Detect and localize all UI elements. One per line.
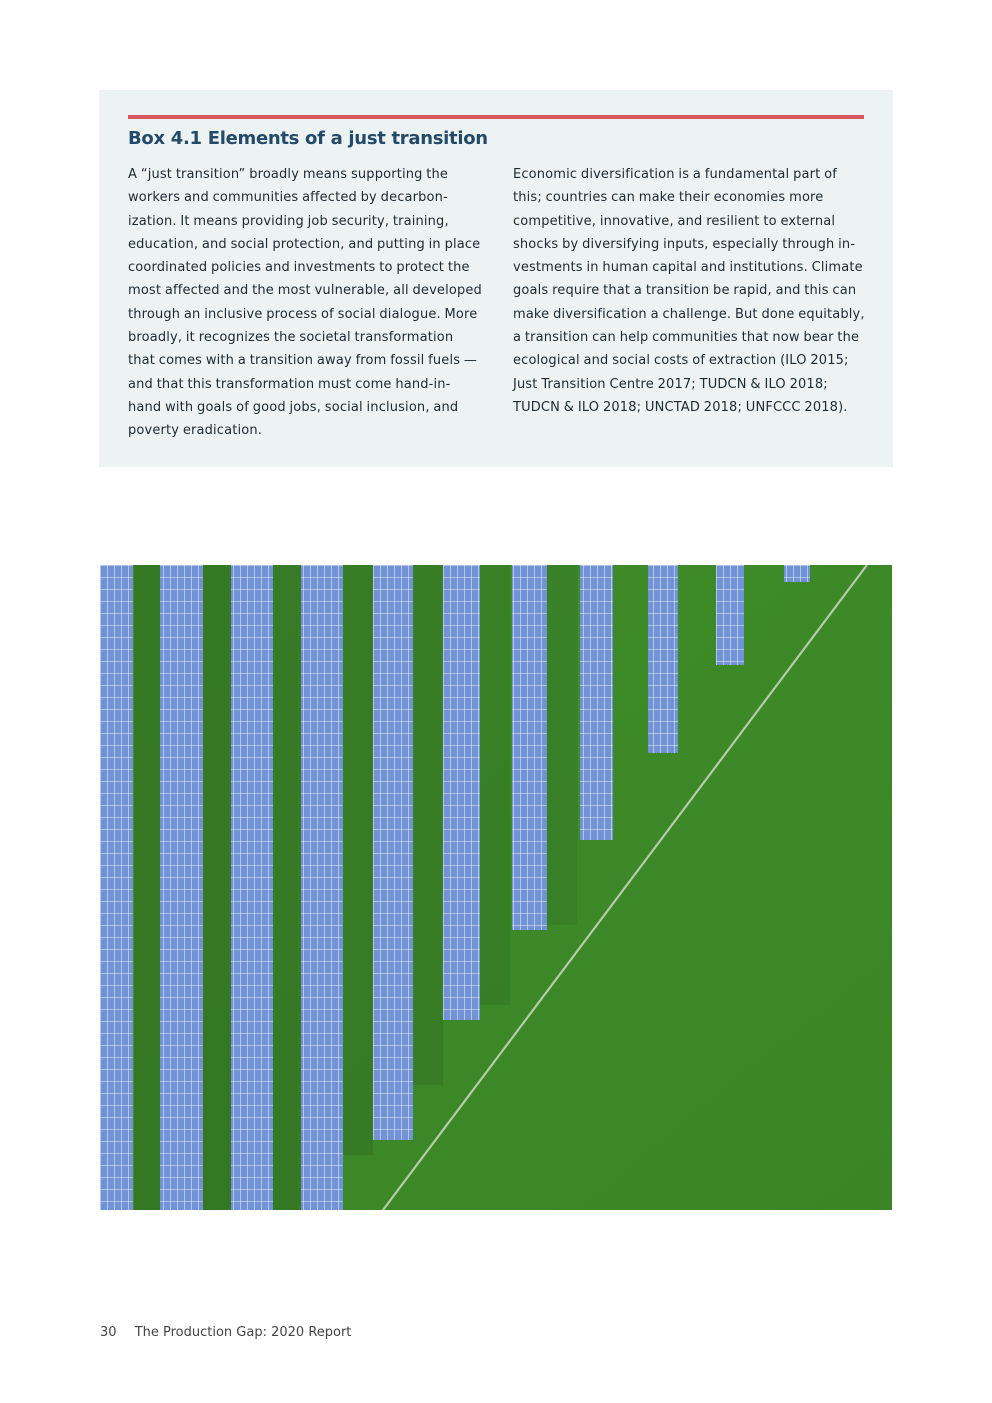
text-line: poverty eradication. bbox=[128, 423, 262, 439]
solar-panel-row bbox=[373, 565, 413, 1140]
text-line: vestments in human capital and institutions. Climate bbox=[513, 260, 863, 276]
text-line: a transition can help communities that now bear the bbox=[513, 330, 860, 346]
box-4-1 bbox=[99, 90, 893, 467]
solar-panel-row bbox=[443, 565, 480, 1020]
text-line: shocks by diversifying inputs, especially through in- bbox=[513, 236, 856, 252]
solar-farm-photo bbox=[100, 565, 892, 1210]
text-line: that comes with a transition away from fossil fuels — bbox=[128, 353, 478, 369]
solar-panel-row bbox=[231, 565, 273, 1210]
text-line: Economic diversification is a fundamental part of bbox=[513, 167, 837, 182]
text-line: hand with goals of good jobs, social inclusion, and bbox=[128, 399, 459, 415]
text-line: through an inclusive process of social dialogue. More bbox=[128, 306, 478, 322]
text-line: TUDCN & ILO 2018; UNCTAD 2018; UNFCCC 2018). bbox=[513, 399, 848, 415]
solar-panel-row bbox=[784, 565, 810, 582]
text-line: ization. It means providing job security, training, bbox=[128, 213, 449, 229]
text-line: goals require that a transition be rapid, and this can bbox=[513, 283, 857, 299]
solar-panel-row bbox=[512, 565, 547, 930]
text-line: competitive, innovative, and resilient to external bbox=[513, 213, 836, 229]
box-left-column bbox=[128, 163, 480, 443]
box-right-column bbox=[513, 163, 865, 419]
solar-panel-row bbox=[160, 565, 203, 1210]
text-line: most affected and the most vulnerable, all developed bbox=[128, 283, 482, 299]
solar-panel-row bbox=[100, 565, 133, 1210]
text-line: workers and communities affected by decarbon- bbox=[128, 190, 448, 206]
box-accent-rule bbox=[128, 115, 864, 119]
solar-panel-row bbox=[648, 565, 678, 753]
text-line: A “just transition” broadly means supporting the bbox=[128, 167, 449, 182]
box-title: Box 4.1 Elements of a just transition bbox=[128, 128, 488, 149]
solar-panel-row bbox=[716, 565, 744, 665]
page-number: 30 bbox=[100, 1325, 117, 1340]
text-line: this; countries can make their economies more bbox=[513, 190, 824, 206]
text-line: education, and social protection, and putting in place bbox=[128, 236, 481, 252]
page-footer bbox=[100, 1325, 351, 1340]
report-title: The Production Gap: 2020 Report bbox=[134, 1325, 352, 1340]
solar-panel-row bbox=[580, 565, 613, 840]
text-line: make diversification a challenge. But done equitably, bbox=[513, 306, 865, 322]
solar-panel-row bbox=[301, 565, 343, 1210]
text-line: Just Transition Centre 2017; TUDCN & ILO 2018; bbox=[513, 376, 828, 392]
text-line: broadly, it recognizes the societal transformation bbox=[128, 330, 454, 346]
text-line: and that this transformation must come hand-in- bbox=[128, 376, 451, 392]
text-line: ecological and social costs of extraction (ILO 2015; bbox=[513, 353, 849, 369]
text-line: coordinated policies and investments to protect the bbox=[128, 260, 470, 276]
